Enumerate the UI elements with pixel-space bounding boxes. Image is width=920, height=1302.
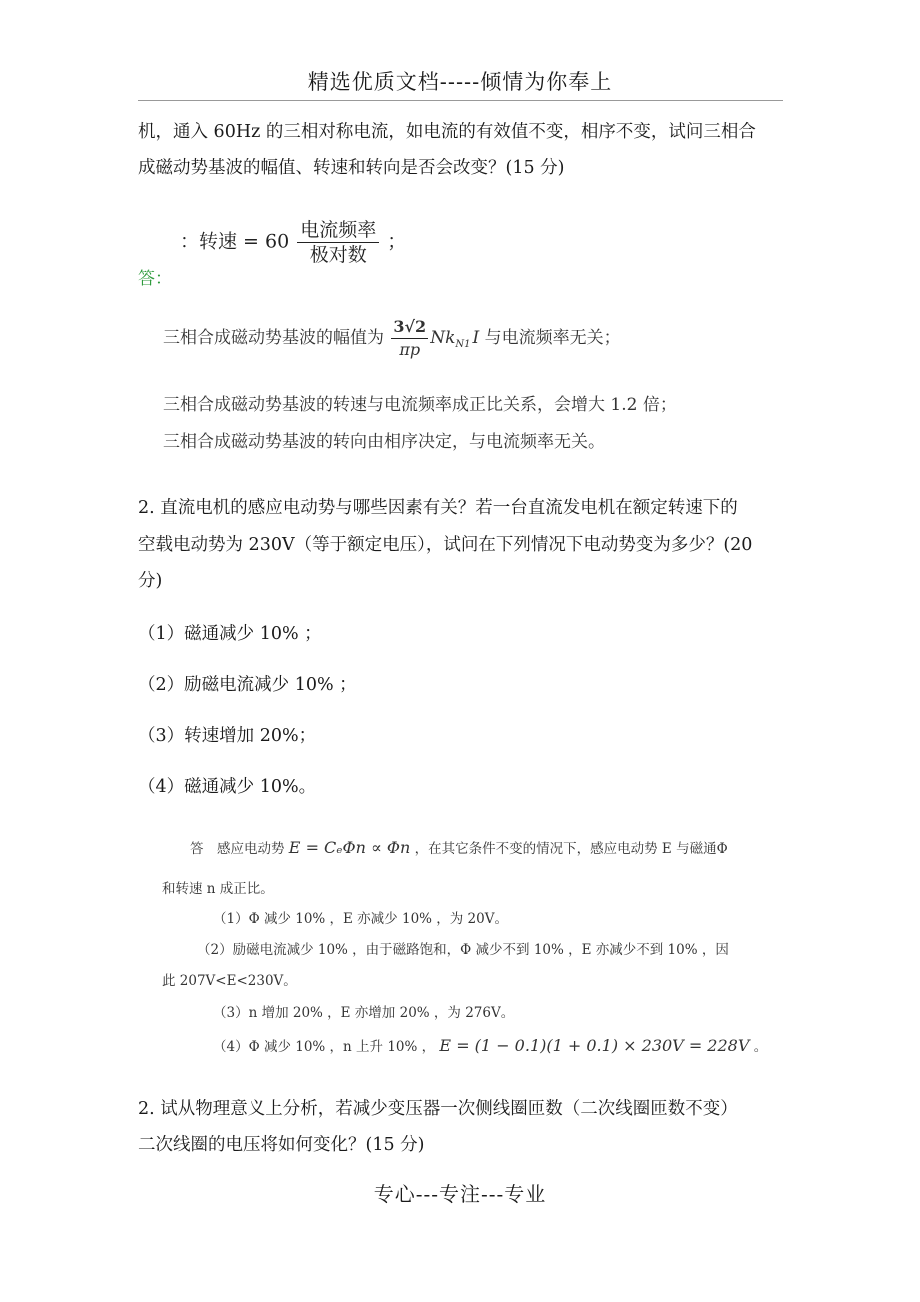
amplitude-numerator: 3√2 bbox=[391, 316, 428, 339]
amplitude-nk: Nk bbox=[430, 328, 456, 348]
q2-item-2: （2）励磁电流减少 10% ； bbox=[138, 675, 357, 695]
speed-formula bbox=[180, 218, 406, 267]
q1-line1: 机，通入 60Hz 的三相对称电流，如电流的有效值不变，相序不变，试问三相合 bbox=[138, 122, 756, 142]
amplitude-suffix: 与电流频率无关； bbox=[484, 328, 621, 348]
speed-formula-prefix: ：转速 = 60 bbox=[180, 230, 290, 253]
answer-label: 答： bbox=[138, 269, 172, 289]
q3-line2: 二次线圈的电压将如何变化？(15 分) bbox=[138, 1135, 425, 1155]
speed-fraction bbox=[297, 218, 379, 267]
direction-line: 三相合成磁动势基波的转向由相序决定，与电流频率无关。 bbox=[163, 432, 605, 452]
amplitude-denominator: πp bbox=[399, 340, 421, 359]
q2-item-3: （3）转速增加 20%； bbox=[138, 726, 317, 746]
ans2-line1-end: ，在其它条件不变的情况下，感应电动势 E 与磁通Φ bbox=[414, 841, 728, 857]
speed-fraction-denominator: 极对数 bbox=[309, 244, 367, 266]
q2-line1: 2. 直流电机的感应电动势与哪些因素有关？若一台直流发电机在额定转速下的 bbox=[138, 498, 738, 518]
speed-formula-suffix: ； bbox=[387, 230, 407, 253]
header-rule bbox=[138, 100, 783, 101]
q1-line2: 成磁动势基波的幅值、转速和转向是否会改变？(15 分) bbox=[138, 158, 565, 178]
page-header: 精选优质文档-----倾情为你奉上 bbox=[307, 70, 613, 94]
ans2-line4: （2）励磁电流减少 10% ，由于磁路饱和，Φ 减少不到 10% ，E 亦减少不到 10% ，因 bbox=[197, 942, 729, 958]
amplitude-prefix: 三相合成磁动势基波的幅值为 bbox=[163, 328, 384, 348]
emf-formula: E = CₑΦn ∝ Φn bbox=[288, 838, 411, 857]
amplitude-fraction bbox=[391, 316, 428, 361]
speed-fraction-numerator: 电流频率 bbox=[297, 218, 379, 243]
emf-result-formula: E = (1 − 0.1)(1 + 0.1) × 230V = 228V bbox=[439, 1036, 750, 1055]
page-footer: 专心---专注---专业 bbox=[373, 1182, 547, 1206]
q3-line1: 2. 试从物理意义上分析，若减少变压器一次侧线圈匝数（二次线圈匝数不变） bbox=[138, 1099, 738, 1119]
q2-item-4: （4）磁通减少 10%。 bbox=[138, 777, 317, 797]
ans2-line2: 和转速 n 成正比。 bbox=[162, 881, 274, 897]
ans2-line7 bbox=[213, 1035, 767, 1055]
ans2-line3: （1）Φ 减少 10% ，E 亦减少 10% ，为 20V。 bbox=[213, 911, 508, 927]
ans2-line6: （3）n 增加 20% ，E 亦增加 20% ，为 276V。 bbox=[213, 1005, 515, 1021]
q2-line2: 空载电动势为 230V（等于额定电压），试问在下列情况下电动势变为多少？(20 bbox=[138, 535, 753, 555]
speed-line: 三相合成磁动势基波的转速与电流频率成正比关系，会增大 1.2 倍； bbox=[163, 395, 677, 415]
q2-item-1: （1）磁通减少 10% ； bbox=[138, 624, 322, 644]
ans2-line5: 此 207V<E<230V。 bbox=[162, 973, 297, 989]
ans2-line7-end: 。 bbox=[753, 1039, 768, 1055]
amplitude-line bbox=[163, 316, 621, 361]
ans2-line1 bbox=[190, 837, 728, 857]
ans2-line7-start: （4）Φ 减少 10% ，n 上升 10% ， bbox=[213, 1039, 436, 1055]
amplitude-current: I bbox=[472, 328, 480, 348]
amplitude-subscript: N1 bbox=[455, 339, 471, 350]
ans2-line1-start: 答 感应电动势 bbox=[190, 841, 285, 857]
q2-line3: 分) bbox=[138, 571, 163, 591]
